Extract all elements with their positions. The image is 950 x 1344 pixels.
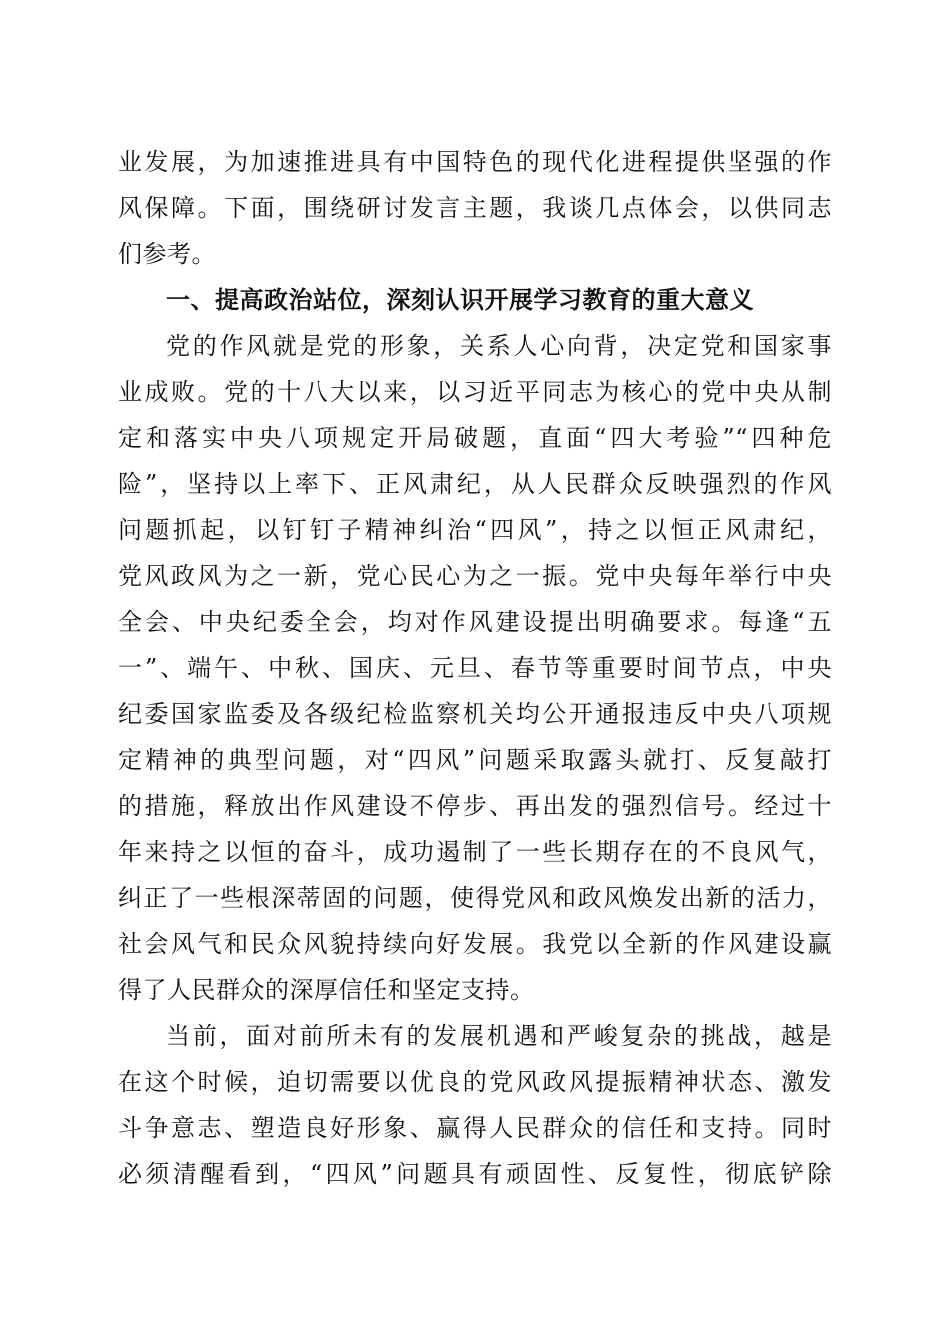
paragraph1-line-13: 纠正了一些根深蒂固的问题，使得党风和政风焕发出新的活力， <box>118 884 832 912</box>
paragraph1-line-11: 的措施，释放出作风建设不停步、再出发的强烈信号。经过十 <box>118 792 832 820</box>
paragraph1-line-5: 问题抓起，以钉钉子精神纠治“四风”，持之以恒正风肃纪， <box>118 516 832 544</box>
paragraph1-line-7: 全会、中央纪委全会，均对作风建设提出明确要求。每逢“五 <box>118 608 832 636</box>
paragraph1-line-1: 党的作风就是党的形象，关系人心向背，决定党和国家事 <box>166 332 832 360</box>
paragraph2-line-3: 斗争意志、塑造良好形象、赢得人民群众的信任和支持。同时 <box>118 1114 832 1142</box>
paragraph1-line-15: 得了人民群众的深厚信任和坚定支持。 <box>118 976 535 1004</box>
paragraph1-line-10: 定精神的典型问题，对“四风”问题采取露头就打、反复敲打 <box>118 746 832 774</box>
paragraph1-line-3: 定和落实中央八项规定开局破题，直面“四大考验”“四种危 <box>118 424 832 452</box>
paragraph2-line-4: 必须清醒看到，“四风”问题具有顽固性、反复性，彻底铲除 <box>118 1160 832 1188</box>
intro-line-3: 们参考。 <box>118 240 216 268</box>
section-heading: 一、提高政治站位，深刻认识开展学习教育的重大意义 <box>166 286 754 314</box>
paragraph1-line-4: 险”，坚持以上率下、正风肃纪，从人民群众反映强烈的作风 <box>118 470 832 498</box>
paragraph1-line-12: 年来持之以恒的奋斗，成功遏制了一些长期存在的不良风气， <box>118 838 832 866</box>
intro-line-1: 业发展，为加速推进具有中国特色的现代化进程提供坚强的作 <box>118 148 832 176</box>
paragraph1-line-14: 社会风气和民众风貌持续向好发展。我党以全新的作风建设赢 <box>118 930 832 958</box>
paragraph1-line-2: 业成败。党的十八大以来，以习近平同志为核心的党中央从制 <box>118 378 832 406</box>
paragraph1-line-9: 纪委国家监委及各级纪检监察机关均公开通报违反中央八项规 <box>118 700 832 728</box>
paragraph2-line-2: 在这个时候，迫切需要以优良的党风政风提振精神状态、激发 <box>118 1068 832 1096</box>
intro-line-2: 风保障。下面，围绕研讨发言主题，我谈几点体会，以供同志 <box>118 194 832 222</box>
paragraph1-line-8: 一”、端午、中秋、国庆、元旦、春节等重要时间节点，中央 <box>118 654 832 682</box>
paragraph2-line-1: 当前，面对前所未有的发展机遇和严峻复杂的挑战，越是 <box>166 1022 832 1050</box>
paragraph1-line-6: 党风政风为之一新，党心民心为之一振。党中央每年举行中央 <box>118 562 832 590</box>
